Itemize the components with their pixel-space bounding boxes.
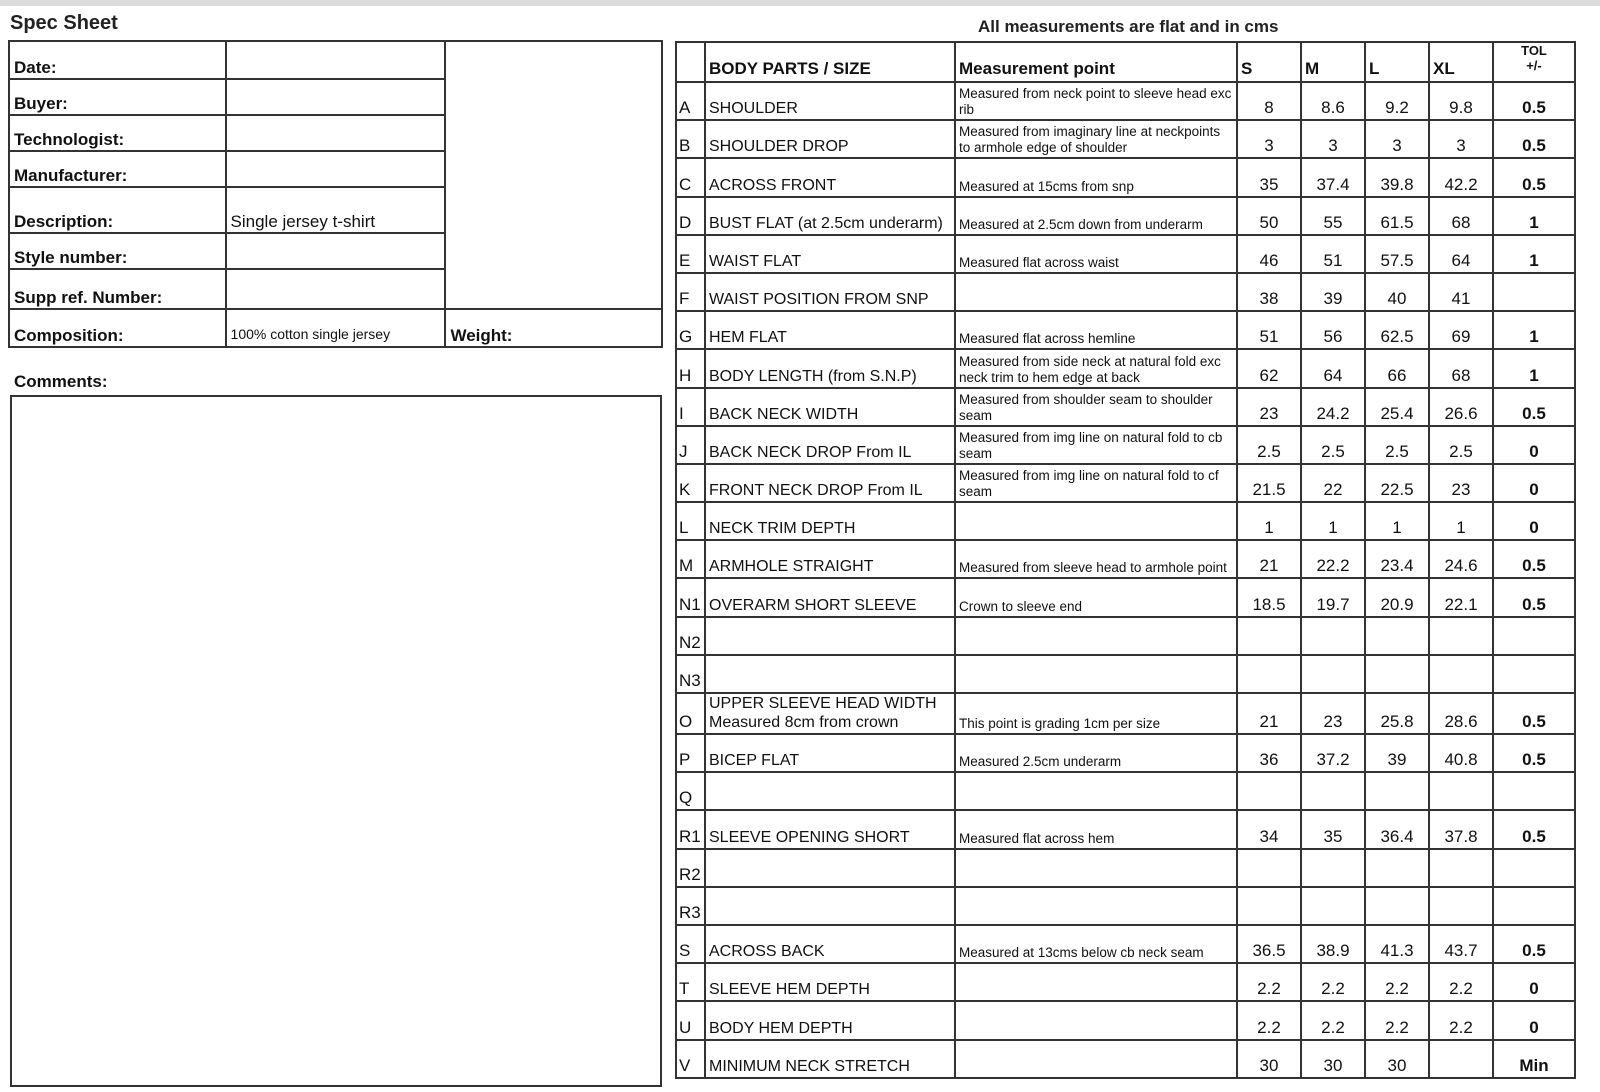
row-size-s: 36.5 (1237, 925, 1301, 963)
row-size-m: 1 (1301, 502, 1365, 540)
row-size-m: 37.4 (1301, 158, 1365, 196)
header-size-xl: XL (1429, 42, 1493, 82)
header-tolerance (1493, 42, 1575, 82)
row-code: I (676, 388, 705, 426)
row-size-m: 22 (1301, 464, 1365, 502)
spec-table (675, 41, 1576, 1079)
row-size-xl: 23 (1429, 464, 1493, 502)
header-code (676, 42, 705, 82)
row-size-m: 30 (1301, 1040, 1365, 1078)
spec-row (676, 502, 1575, 540)
row-size-xl: 3 (1429, 120, 1493, 158)
row-size-l: 23.4 (1365, 540, 1429, 578)
row-measurement-point (955, 1001, 1237, 1039)
weight-label (445, 309, 662, 347)
row-size-xl: 68 (1429, 197, 1493, 235)
row-body-part (705, 617, 955, 655)
row-size-xl: 1 (1429, 502, 1493, 540)
row-size-xl: 9.8 (1429, 82, 1493, 120)
row-measurement-point: Measured at 13cms below cb neck seam (955, 925, 1237, 963)
row-code: N1 (676, 578, 705, 616)
row-tolerance (1493, 655, 1575, 693)
row-size-l (1365, 887, 1429, 925)
spec-row (676, 197, 1575, 235)
row-code: L (676, 502, 705, 540)
spec-row (676, 655, 1575, 693)
row-size-l: 20.9 (1365, 578, 1429, 616)
row-tolerance (1493, 617, 1575, 655)
row-body-part: WAIST FLAT (705, 235, 955, 273)
row-body-part: BACK NECK WIDTH (705, 388, 955, 426)
header-tolerance-text: TOL +/- (1521, 43, 1547, 73)
row-code: M (676, 540, 705, 578)
info-blank-area (445, 41, 662, 309)
row-measurement-point: Measured from imaginary line at neckpoints to armhole edge of shoulder (955, 120, 1237, 158)
row-measurement-point (955, 273, 1237, 311)
row-size-xl: 28.6 (1429, 693, 1493, 734)
spec-row (676, 235, 1575, 273)
row-body-part (705, 655, 955, 693)
row-body-part (705, 887, 955, 925)
row-code: K (676, 464, 705, 502)
row-measurement-point: Measured flat across waist (955, 235, 1237, 273)
row-size-l: 41.3 (1365, 925, 1429, 963)
buyer-value (226, 79, 446, 115)
row-size-xl: 42.2 (1429, 158, 1493, 196)
style-number-label: Style number: (9, 233, 226, 269)
spec-row (676, 578, 1575, 616)
row-tolerance: 0 (1493, 1001, 1575, 1039)
row-size-l: 66 (1365, 349, 1429, 387)
manufacturer-label: Manufacturer: (9, 151, 226, 187)
row-size-xl: 2.5 (1429, 426, 1493, 464)
spec-row (676, 82, 1575, 120)
row-size-xl: 64 (1429, 235, 1493, 273)
row-measurement-point (955, 772, 1237, 810)
row-size-m: 2.5 (1301, 426, 1365, 464)
row-tolerance: 0 (1493, 963, 1575, 1001)
row-size-xl: 2.2 (1429, 963, 1493, 1001)
row-size-l: 25.4 (1365, 388, 1429, 426)
row-measurement-point (955, 887, 1237, 925)
row-measurement-point (955, 617, 1237, 655)
row-size-m: 2.2 (1301, 1001, 1365, 1039)
row-size-l: 3 (1365, 120, 1429, 158)
row-code: E (676, 235, 705, 273)
row-size-m: 22.2 (1301, 540, 1365, 578)
row-size-l (1365, 617, 1429, 655)
row-body-part: UPPER SLEEVE HEAD WIDTH Measured 8cm from crown (705, 693, 955, 734)
row-size-xl: 24.6 (1429, 540, 1493, 578)
row-tolerance: 0.5 (1493, 810, 1575, 848)
row-tolerance: 0.5 (1493, 693, 1575, 734)
row-size-l: 1 (1365, 502, 1429, 540)
row-size-s: 23 (1237, 388, 1301, 426)
spec-row (676, 849, 1575, 887)
spec-row (676, 1001, 1575, 1039)
supp-ref-value (226, 269, 446, 309)
row-size-xl: 26.6 (1429, 388, 1493, 426)
spec-row (676, 617, 1575, 655)
row-size-l: 30 (1365, 1040, 1429, 1078)
row-code: H (676, 349, 705, 387)
spec-row (676, 349, 1575, 387)
row-code: B (676, 120, 705, 158)
row-tolerance: 0 (1493, 502, 1575, 540)
row-code: F (676, 273, 705, 311)
row-measurement-point: Measured from img line on natural fold to cb seam (955, 426, 1237, 464)
row-size-m: 39 (1301, 273, 1365, 311)
row-body-part (705, 849, 955, 887)
row-measurement-point (955, 502, 1237, 540)
row-code: U (676, 1001, 705, 1039)
composition-value: 100% cotton single jersey (226, 309, 446, 347)
row-body-part: BODY LENGTH (from S.N.P) (705, 349, 955, 387)
row-size-s: 1 (1237, 502, 1301, 540)
row-tolerance: 1 (1493, 311, 1575, 349)
row-size-m (1301, 655, 1365, 693)
row-body-part: FRONT NECK DROP From IL (705, 464, 955, 502)
row-tolerance (1493, 849, 1575, 887)
row-tolerance (1493, 273, 1575, 311)
row-size-m: 64 (1301, 349, 1365, 387)
row-size-s (1237, 617, 1301, 655)
measurement-note: All measurements are flat and in cms (978, 17, 1279, 36)
row-body-part: ARMHOLE STRAIGHT (705, 540, 955, 578)
spec-row (676, 734, 1575, 772)
row-body-part: BICEP FLAT (705, 734, 955, 772)
row-tolerance (1493, 772, 1575, 810)
row-size-xl (1429, 655, 1493, 693)
row-code: O (676, 693, 705, 734)
row-code: N2 (676, 617, 705, 655)
row-tolerance: Min (1493, 1040, 1575, 1078)
row-measurement-point: Measured at 2.5cm down from underarm (955, 197, 1237, 235)
row-tolerance: 0 (1493, 464, 1575, 502)
row-size-m: 37.2 (1301, 734, 1365, 772)
manufacturer-value (226, 151, 446, 187)
row-size-s (1237, 772, 1301, 810)
row-tolerance: 0.5 (1493, 120, 1575, 158)
row-tolerance: 0.5 (1493, 388, 1575, 426)
row-size-s: 30 (1237, 1040, 1301, 1078)
spec-row (676, 120, 1575, 158)
row-size-s (1237, 655, 1301, 693)
row-size-xl (1429, 849, 1493, 887)
spec-row (676, 693, 1575, 734)
row-tolerance: 0.5 (1493, 540, 1575, 578)
row-size-s: 62 (1237, 349, 1301, 387)
comments-label: Comments: (14, 372, 108, 391)
row-measurement-point: Measured from img line on natural fold to cf seam (955, 464, 1237, 502)
weight-label-text: Weight: (450, 326, 513, 345)
row-size-xl (1429, 772, 1493, 810)
row-measurement-point: Crown to sleeve end (955, 578, 1237, 616)
row-code: P (676, 734, 705, 772)
row-size-s: 21 (1237, 693, 1301, 734)
row-size-xl: 68 (1429, 349, 1493, 387)
row-code: R1 (676, 810, 705, 848)
row-size-m: 56 (1301, 311, 1365, 349)
row-size-l: 62.5 (1365, 311, 1429, 349)
row-measurement-point (955, 963, 1237, 1001)
row-code: R2 (676, 849, 705, 887)
row-size-xl: 41 (1429, 273, 1493, 311)
row-code: T (676, 963, 705, 1001)
row-size-s: 8 (1237, 82, 1301, 120)
header-body-parts: BODY PARTS / SIZE (705, 42, 955, 82)
row-size-m (1301, 849, 1365, 887)
header-size-m: M (1301, 42, 1365, 82)
row-size-m: 19.7 (1301, 578, 1365, 616)
row-size-l: 40 (1365, 273, 1429, 311)
row-measurement-point: Measured 2.5cm underarm (955, 734, 1237, 772)
row-size-xl: 37.8 (1429, 810, 1493, 848)
row-size-s: 2.2 (1237, 1001, 1301, 1039)
description-value: Single jersey t-shirt (226, 187, 446, 233)
row-size-l: 22.5 (1365, 464, 1429, 502)
row-size-s: 35 (1237, 158, 1301, 196)
row-tolerance: 1 (1493, 235, 1575, 273)
row-body-part: BODY HEM DEPTH (705, 1001, 955, 1039)
row-size-s: 21 (1237, 540, 1301, 578)
row-tolerance: 0.5 (1493, 734, 1575, 772)
row-size-s: 38 (1237, 273, 1301, 311)
scan-edge (0, 0, 1600, 6)
spec-row (676, 388, 1575, 426)
spec-row (676, 158, 1575, 196)
row-body-part: SLEEVE OPENING SHORT (705, 810, 955, 848)
row-code: V (676, 1040, 705, 1078)
spec-row (676, 426, 1575, 464)
row-code: A (676, 82, 705, 120)
row-size-xl (1429, 887, 1493, 925)
spec-row (676, 925, 1575, 963)
spec-header-row (676, 42, 1575, 82)
row-size-xl: 22.1 (1429, 578, 1493, 616)
row-size-s: 36 (1237, 734, 1301, 772)
row-body-part: SLEEVE HEM DEPTH (705, 963, 955, 1001)
technologist-value (226, 115, 446, 151)
row-code: S (676, 925, 705, 963)
spec-row (676, 311, 1575, 349)
row-size-l: 25.8 (1365, 693, 1429, 734)
spec-row (676, 887, 1575, 925)
row-size-xl: 2.2 (1429, 1001, 1493, 1039)
row-body-part: BACK NECK DROP From IL (705, 426, 955, 464)
row-size-s: 51 (1237, 311, 1301, 349)
row-size-m (1301, 617, 1365, 655)
spec-row (676, 772, 1575, 810)
header-size-l: L (1365, 42, 1429, 82)
row-body-part: HEM FLAT (705, 311, 955, 349)
row-measurement-point: Measured flat across hemline (955, 311, 1237, 349)
row-measurement-point: Measured from sleeve head to armhole point (955, 540, 1237, 578)
row-size-m: 2.2 (1301, 963, 1365, 1001)
row-body-part: SHOULDER DROP (705, 120, 955, 158)
row-code: C (676, 158, 705, 196)
row-measurement-point: Measured flat across hem (955, 810, 1237, 848)
row-body-part: WAIST POSITION FROM SNP (705, 273, 955, 311)
row-tolerance: 0.5 (1493, 82, 1575, 120)
row-body-part: NECK TRIM DEPTH (705, 502, 955, 540)
row-size-l: 2.2 (1365, 1001, 1429, 1039)
row-tolerance: 0 (1493, 426, 1575, 464)
description-label: Description: (9, 187, 226, 233)
composition-label: Composition: (9, 309, 226, 347)
row-size-xl: 40.8 (1429, 734, 1493, 772)
row-size-xl: 43.7 (1429, 925, 1493, 963)
row-code: N3 (676, 655, 705, 693)
row-body-part: OVERARM SHORT SLEEVE (705, 578, 955, 616)
row-body-part: ACROSS FRONT (705, 158, 955, 196)
header-measurement-point: Measurement point (955, 42, 1237, 82)
row-tolerance: 0.5 (1493, 158, 1575, 196)
row-size-l (1365, 655, 1429, 693)
row-body-part: ACROSS BACK (705, 925, 955, 963)
row-size-m: 55 (1301, 197, 1365, 235)
row-body-part: BUST FLAT (at 2.5cm underarm) (705, 197, 955, 235)
row-size-m: 24.2 (1301, 388, 1365, 426)
row-size-l (1365, 772, 1429, 810)
row-code: Q (676, 772, 705, 810)
row-size-s (1237, 849, 1301, 887)
spec-row (676, 810, 1575, 848)
row-body-part: MINIMUM NECK STRETCH (705, 1040, 955, 1078)
row-tolerance: 0.5 (1493, 925, 1575, 963)
row-measurement-point: Measured at 15cms from snp (955, 158, 1237, 196)
row-measurement-point (955, 655, 1237, 693)
row-size-l: 39.8 (1365, 158, 1429, 196)
row-tolerance: 1 (1493, 197, 1575, 235)
row-size-m (1301, 887, 1365, 925)
row-measurement-point: This point is grading 1cm per size (955, 693, 1237, 734)
row-size-xl (1429, 1040, 1493, 1078)
row-code: R3 (676, 887, 705, 925)
row-size-m: 35 (1301, 810, 1365, 848)
row-measurement-point: Measured from side neck at natural fold exc neck trim to hem edge at back (955, 349, 1237, 387)
row-size-s: 50 (1237, 197, 1301, 235)
spec-row (676, 963, 1575, 1001)
row-size-s: 3 (1237, 120, 1301, 158)
row-size-s: 2.5 (1237, 426, 1301, 464)
sheet-title: Spec Sheet (10, 12, 118, 34)
spec-body (676, 82, 1575, 1078)
spec-row (676, 273, 1575, 311)
row-size-l: 2.2 (1365, 963, 1429, 1001)
spec-row (676, 1040, 1575, 1078)
row-measurement-point (955, 849, 1237, 887)
spec-row (676, 540, 1575, 578)
date-label: Date: (9, 41, 226, 79)
row-size-l: 57.5 (1365, 235, 1429, 273)
row-body-part (705, 772, 955, 810)
info-table (8, 40, 663, 348)
buyer-label: Buyer: (9, 79, 226, 115)
row-size-s: 21.5 (1237, 464, 1301, 502)
comments-box (10, 395, 662, 1087)
row-size-s: 34 (1237, 810, 1301, 848)
row-measurement-point: Measured from neck point to sleeve head exc rib (955, 82, 1237, 120)
row-size-s: 46 (1237, 235, 1301, 273)
supp-ref-label: Supp ref. Number: (9, 269, 226, 309)
row-size-m: 3 (1301, 120, 1365, 158)
row-size-m: 8.6 (1301, 82, 1365, 120)
row-code: J (676, 426, 705, 464)
row-size-s: 18.5 (1237, 578, 1301, 616)
row-size-xl (1429, 617, 1493, 655)
row-size-s (1237, 887, 1301, 925)
row-body-part: SHOULDER (705, 82, 955, 120)
row-measurement-point: Measured from shoulder seam to shoulder seam (955, 388, 1237, 426)
row-code: D (676, 197, 705, 235)
style-number-value (226, 233, 446, 269)
row-size-l: 36.4 (1365, 810, 1429, 848)
row-size-m: 23 (1301, 693, 1365, 734)
header-size-s: S (1237, 42, 1301, 82)
row-size-m: 38.9 (1301, 925, 1365, 963)
row-tolerance (1493, 887, 1575, 925)
row-size-l (1365, 849, 1429, 887)
row-size-l: 9.2 (1365, 82, 1429, 120)
row-size-l: 61.5 (1365, 197, 1429, 235)
date-value (226, 41, 446, 79)
row-measurement-point (955, 1040, 1237, 1078)
row-size-s: 2.2 (1237, 963, 1301, 1001)
row-size-m: 51 (1301, 235, 1365, 273)
row-size-m (1301, 772, 1365, 810)
row-tolerance: 1 (1493, 349, 1575, 387)
row-size-l: 39 (1365, 734, 1429, 772)
row-code: G (676, 311, 705, 349)
row-tolerance: 0.5 (1493, 578, 1575, 616)
row-size-xl: 69 (1429, 311, 1493, 349)
technologist-label: Technologist: (9, 115, 226, 151)
row-size-l: 2.5 (1365, 426, 1429, 464)
spec-row (676, 464, 1575, 502)
